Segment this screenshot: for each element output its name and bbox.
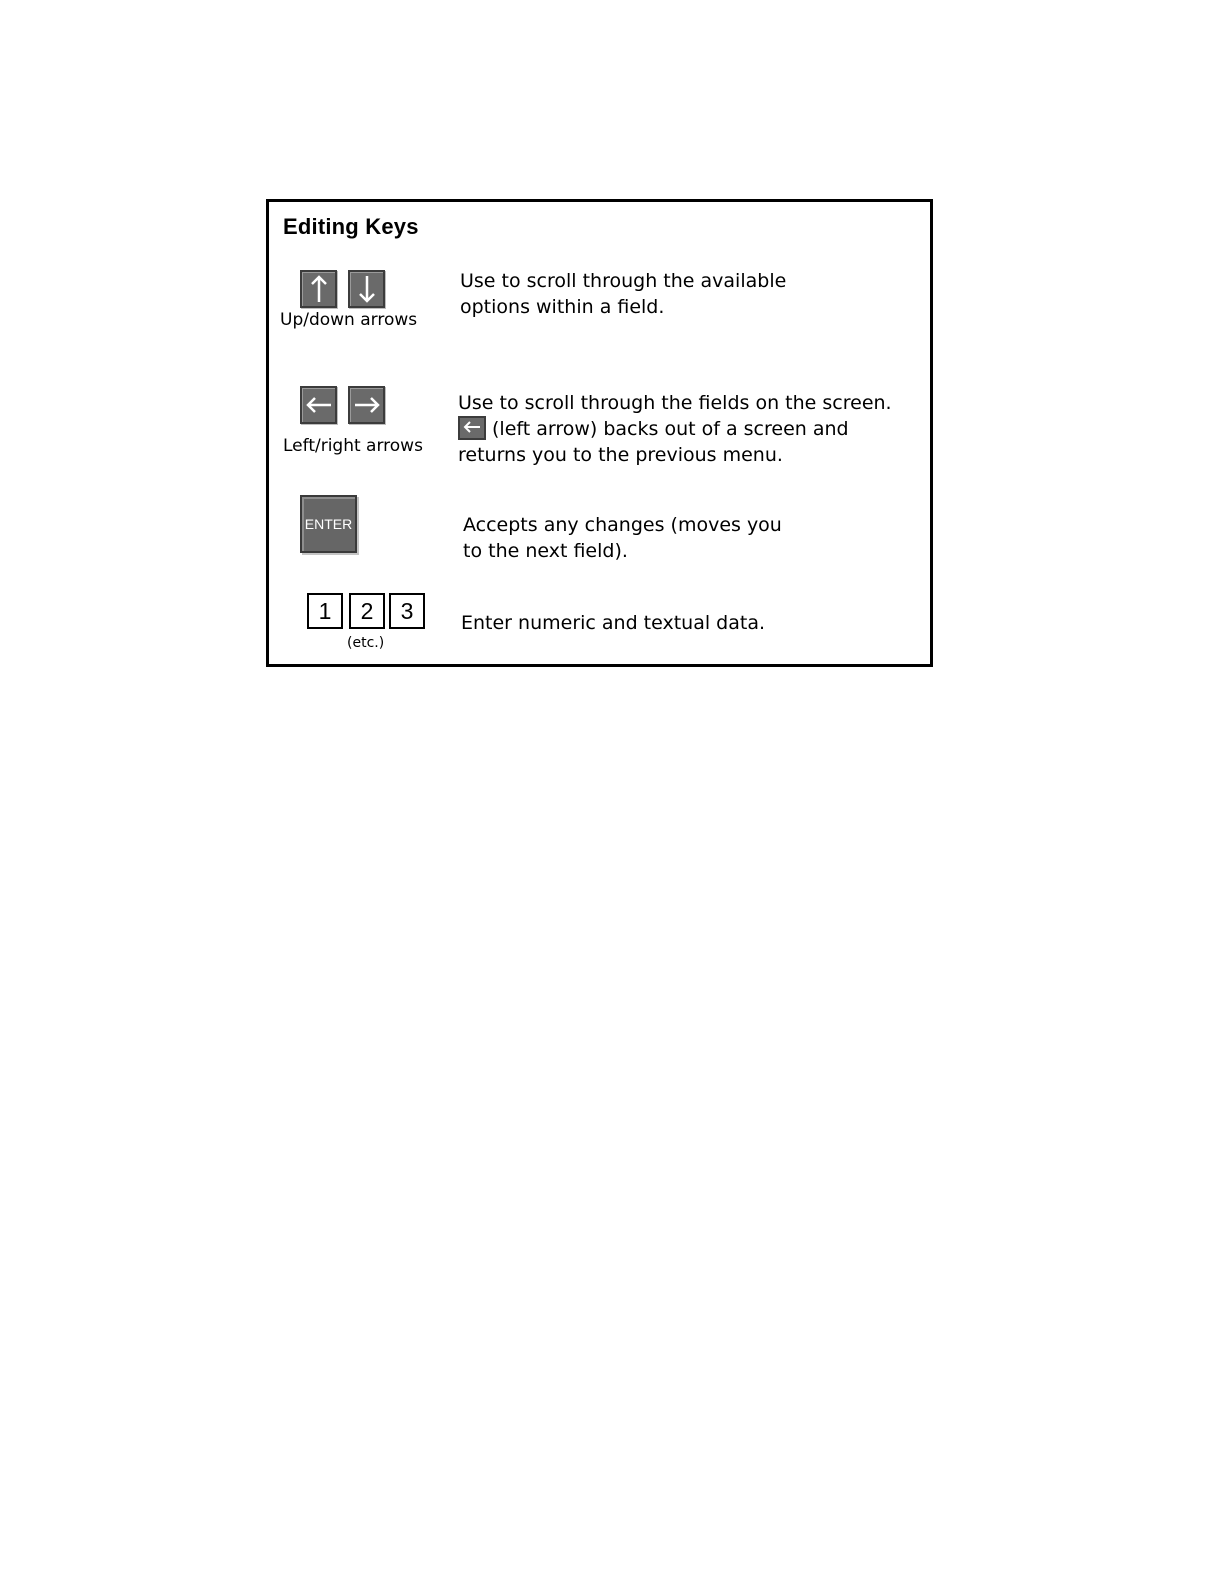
description-line [458,416,892,442]
arrow-right-key-icon [348,386,385,424]
etc-caption: (etc.) [347,635,385,651]
description-line: Enter numeric and textual data. [461,612,766,634]
description-line: Use to scroll through the available [460,270,787,292]
description-line: returns you to the previous menu. [458,444,783,466]
enter-description [463,512,782,564]
number-key-1: 1 [307,593,343,629]
numeric-description [461,610,765,636]
description-line: Accepts any changes (moves you [463,514,782,536]
number-key-2: 2 [349,593,385,629]
up-down-description [460,268,786,320]
enter-key-icon: ENTER [300,495,357,553]
description-line: options within a field. [460,296,665,318]
up-down-caption: Up/down arrows [280,310,418,330]
left-right-caption: Left/right arrows [283,436,423,456]
inline-left-arrow-key-icon [458,416,486,440]
editing-keys-panel [266,199,933,667]
arrow-up-key-icon [300,270,337,308]
number-key-3: 3 [389,593,425,629]
panel-title: Editing Keys [283,214,419,239]
arrow-left-key-icon [300,386,337,424]
description-line: to the next field). [463,540,628,562]
left-arrow-text: (left arrow) backs out of a screen and [492,418,849,440]
left-right-description [458,390,892,468]
arrow-down-key-icon [348,270,385,308]
description-line: Use to scroll through the fields on the screen. [458,392,892,414]
